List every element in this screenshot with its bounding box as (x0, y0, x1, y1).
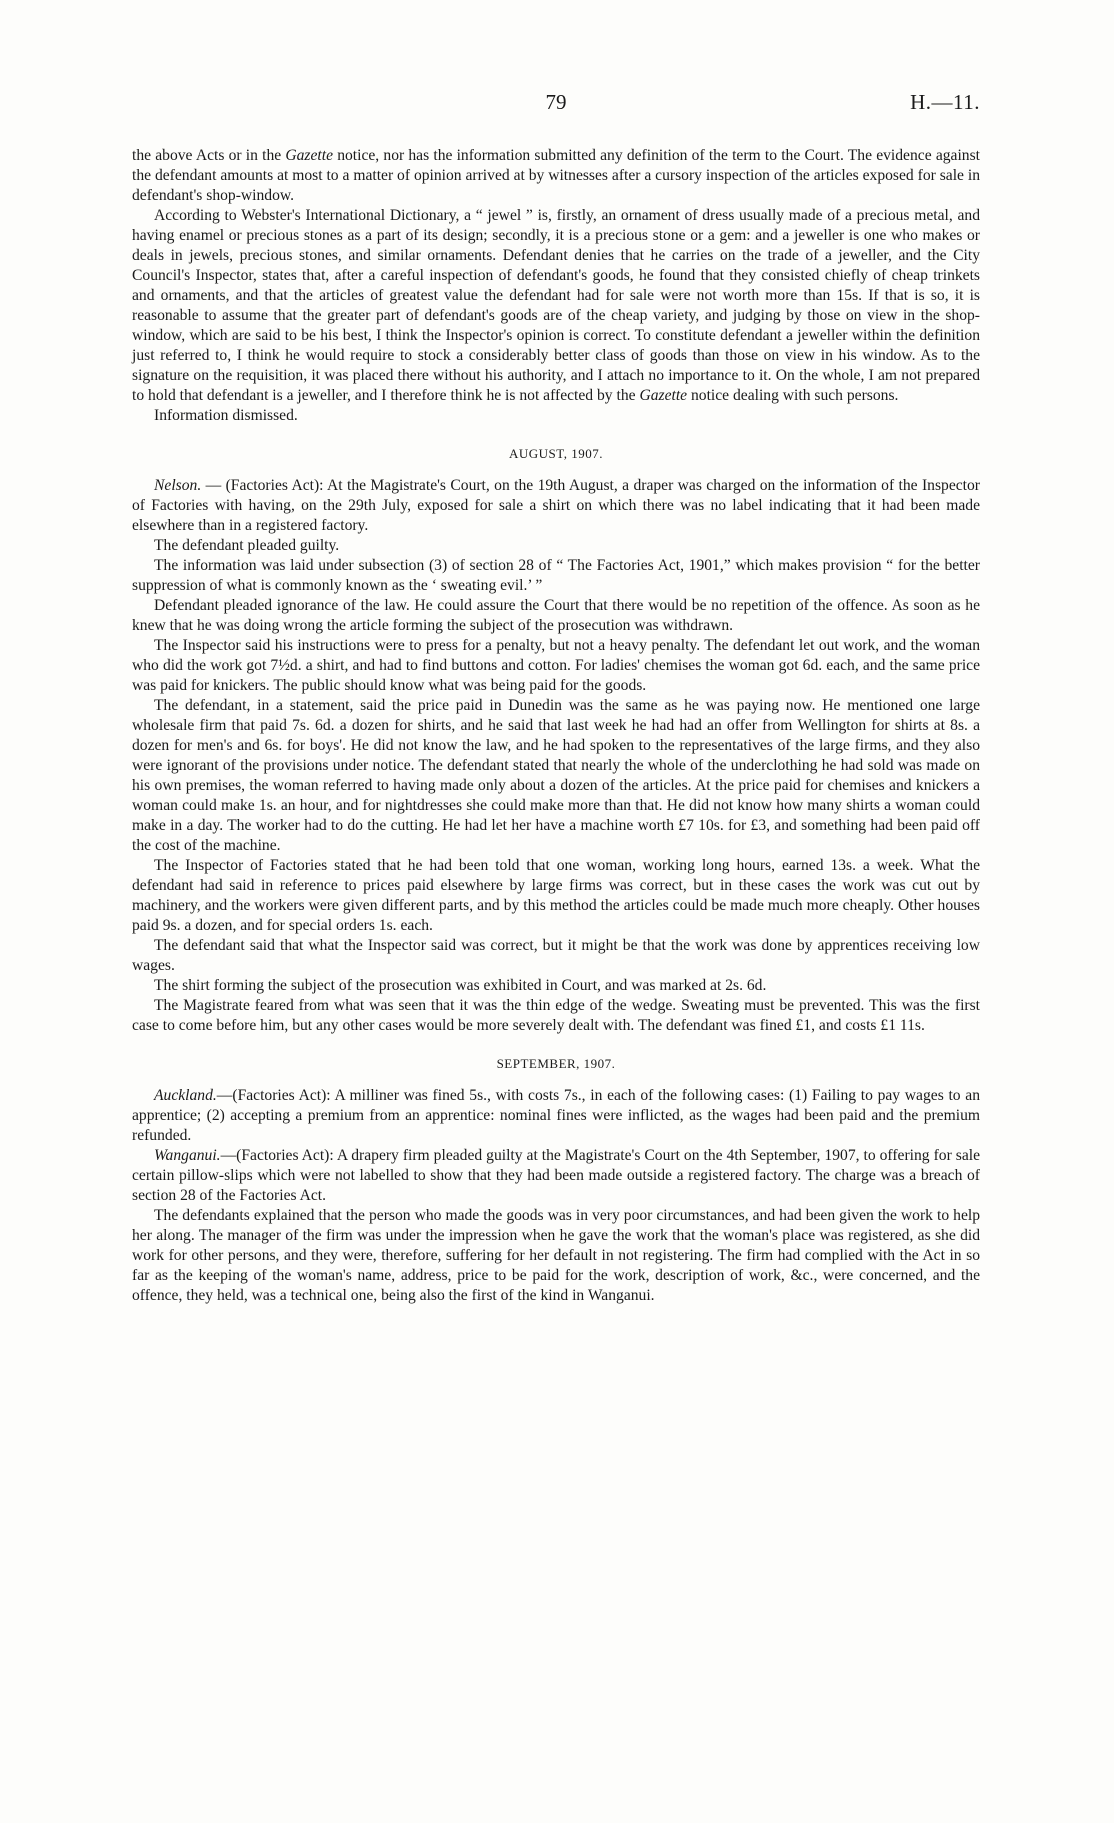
paragraph-wanganui-case: Wanganui.—(Factories Act): A drapery firm pleaded guilty at the Magistrate's Court on the 4th September, 1907, to offering for sale certain pillow-slips which were not labelled to show that they had been made outside a registered factory. The charge was a breach of section 28 of the Factories Act. (132, 1147, 980, 1204)
document-body (132, 146, 980, 1306)
paragraph-defendant-statement: The defendant, in a statement, said the price paid in Dunedin was the same as he was paying now. He mentioned one large wholesale firm that paid 7s. 6d. a dozen for shirts, and he said that last week he had had an offer from Wellington for shirts at 8s. a dozen for men's and 6s. for boys'. He did not know the law, and he had spoken to the representatives of the large firms, and they also were ignorant of the provisions under notice. The defendant stated that nearly the whole of the underclothing he had sold was made on his own premises, the woman referred to having made only about a dozen of the articles. At the price paid for chemises and knickers a woman could make 1s. an hour, and for nightdresses she could make more than that. He did not know how many shirts a woman could make in a day. The worker had to do the cutting. He had let her have a machine worth £7 10s. for £3, and something had been paid off the cost of the machine. (132, 697, 980, 854)
section-heading-august: AUGUST, 1907. (508, 446, 603, 461)
page-number: 79 (545, 90, 567, 114)
paragraph-auckland-case: Auckland.—(Factories Act): A milliner was fined 5s., with costs 7s., in each of the following cases: (1) Failing to pay wages to an apprentice; (2) accepting a premium from an apprentice: nominal fines were inflicted, as the wages had been paid and the premium refunded. (132, 1087, 980, 1144)
place-auckland: Auckland. (154, 1087, 217, 1104)
place-nelson: Nelson. (154, 477, 202, 494)
paragraph-inspector-instructions: The Inspector said his instructions were to press for a penalty, but not a heavy penalty. The defendant let out work, and the woman who did the work got 7½d. a shirt, and had to find buttons and cotton. For ladies' chemises the woman got 6d. each, and the same price was paid for knickers. The public should know what was being paid for the goods. (132, 637, 980, 694)
place-wanganui: Wanganui. (154, 1147, 221, 1164)
paragraph-defendants-explained: The defendants explained that the person who made the goods was in very poor circumstances, and had been given the work to help her along. The manager of the firm was under the impression when he gave the work that the woman's place was registered, as she did work for other persons, and they were, therefore, suffering for her default in not registering. The firm had complied with the Act in so far as the keeping of the woman's name, address, price to be paid for the work, description of work, &c., were concerned, and the offence, they held, was a technical one, being also the first of the kind in Wanganui. (132, 1207, 980, 1304)
document-reference: H.—11. (910, 90, 980, 114)
paragraph-apprentices: The defendant said that what the Inspector said was correct, but it might be that the work was done by apprentices receiving low wages. (132, 937, 980, 974)
paragraph-shirt-exhibited: The shirt forming the subject of the prosecution was exhibited in Court, and was marked at 2s. 6d. (154, 977, 767, 994)
paragraph-nelson-case: Nelson. — (Factories Act): At the Magistrate's Court, on the 19th August, a draper was charged on the information of the Inspector of Factories with having, on the 29th July, exposed for sale a shirt on which there was no label indicating that it had been made elsewhere than in a registered factory. (132, 477, 980, 534)
paragraph-magistrate-verdict: The Magistrate feared from what was seen that it was the thin edge of the wedge. Sweating must be prevented. This was the first case to come before him, but any other cases would be more severely dealt with. The defendant was fined £1, and costs £1 11s. (132, 997, 980, 1034)
paragraph-information-laid: The information was laid under subsection (3) of section 28 of “ The Factories Act, 1901,” which makes provision “ for the better suppression of what is commonly known as the ‘ sweating evil.’ ” (132, 557, 980, 594)
paragraph-ignorance: Defendant pleaded ignorance of the law. He could assure the Court that there would be no repetition of the offence. As soon as he knew that he was doing wrong the article forming the subject of the prosecution was withdrawn. (132, 597, 980, 634)
paragraph-continued: the above Acts or in the Gazette notice, nor has the information submitted any definition of the term to the Court. The evidence against the defendant amounts at most to a matter of opinion arrived at by witnesses after a cursory inspection of the articles exposed for sale in defendant's shop-window. (132, 147, 980, 204)
paragraph-pleaded-guilty: The defendant pleaded guilty. (154, 537, 340, 554)
paragraph-information-dismissed: Information dismissed. (154, 407, 298, 424)
page-header (132, 90, 980, 120)
paragraph-factories-inspector: The Inspector of Factories stated that he had been told that one woman, working long hours, earned 13s. a week. What the defendant had said in reference to prices paid elsewhere by large firms was correct, but in these cases the work was cut out by machinery, and the workers were given different parts, and by this method the articles could be made much more cheaply. Other houses paid 9s. a dozen, and for special orders 1s. each. (132, 857, 980, 934)
section-heading-september: SEPTEMBER, 1907. (496, 1056, 616, 1071)
paragraph-jewel-definition: According to Webster's International Dictionary, a “ jewel ” is, firstly, an ornament of dress usually made of a precious metal, and having enamel or precious stones as a part of its design; secondly, it is a precious stone or a gem: and a jeweller is one who makes or deals in jewels, precious stones, and similar ornaments. Defendant denies that he carries on the trade of a jeweller, and the City Council's Inspector, states that, after a careful inspection of defendant's goods, he found that they consisted chiefly of cheap trinkets and ornaments, and that the articles of greatest value the defendant had for sale were not worth more than 15s. If that is so, it is reasonable to assume that the greater part of defendant's goods are of the cheap variety, and judging by those on view in the shop-window, which are said to be his best, I think the Inspector's opinion is correct. To constitute defendant a jeweller within the definition just referred to, I think he would require to stock a considerably better class of goods than those on view in his window. As to the signature on the requisition, it was placed there without his authority, and I attach no importance to it. On the whole, I am not prepared to hold that defendant is a jeweller, and I therefore think he is not affected by the Gazette notice dealing with such persons. (132, 207, 980, 404)
